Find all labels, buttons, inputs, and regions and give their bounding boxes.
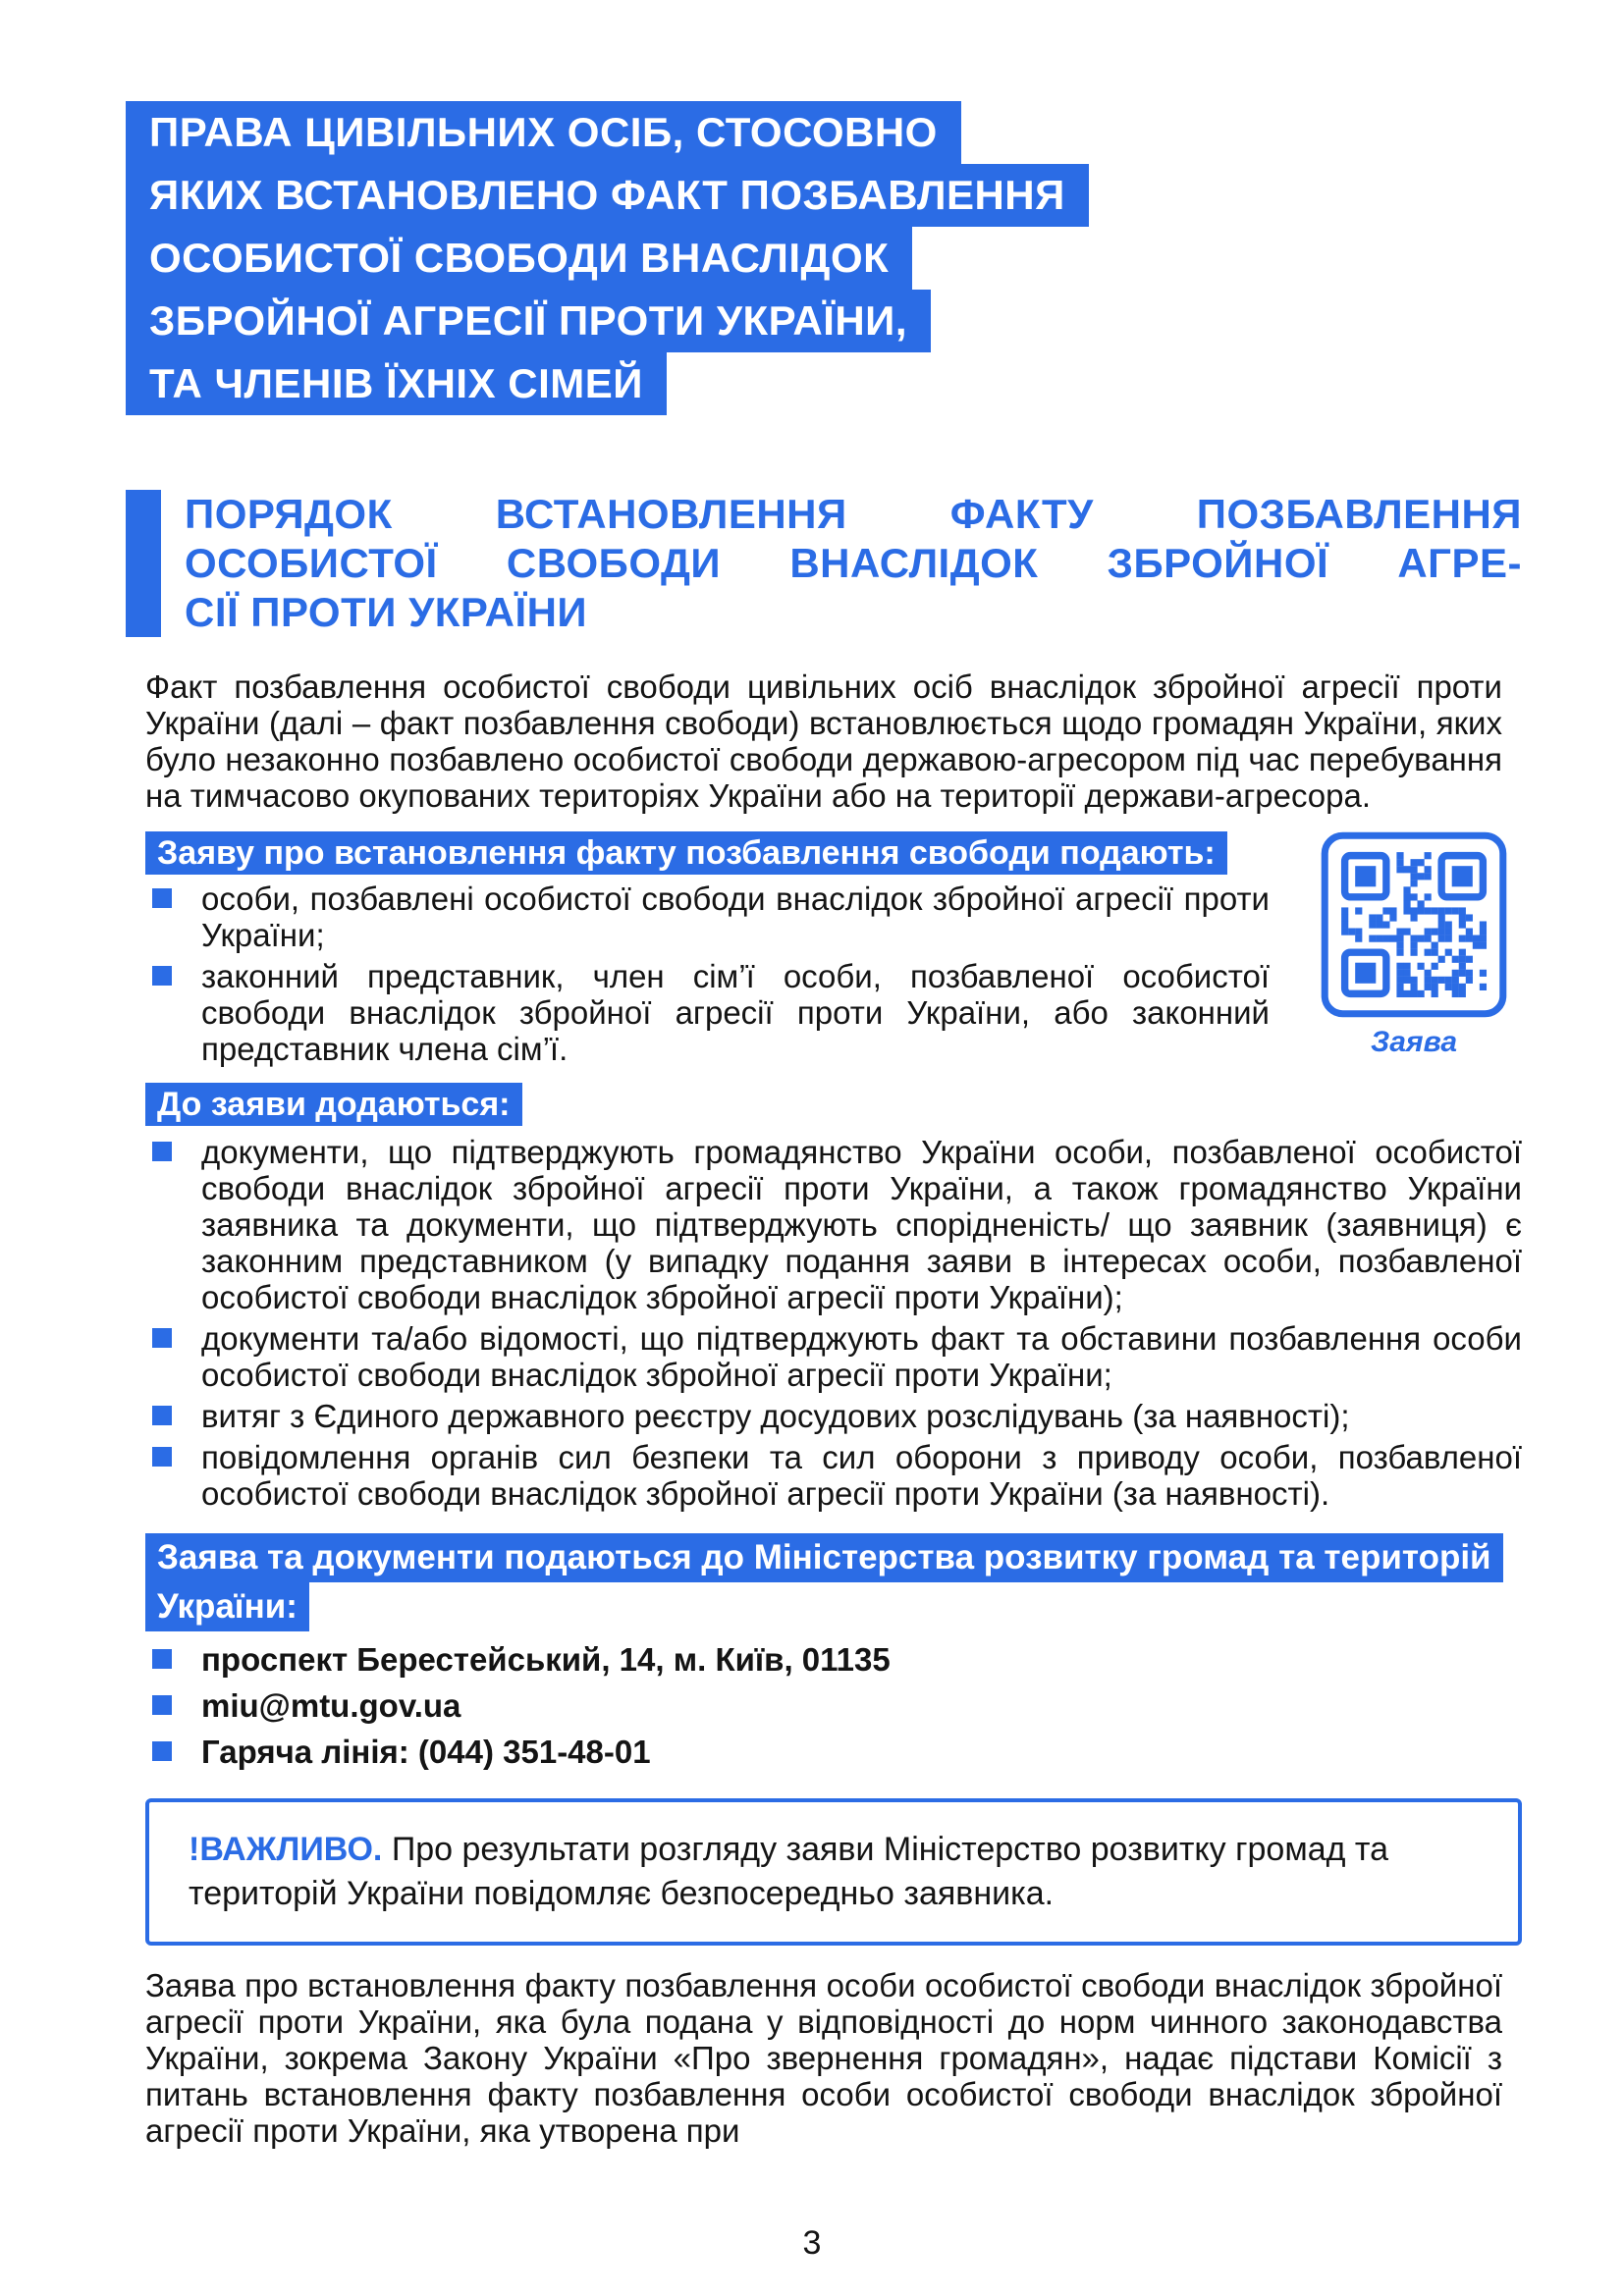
ministry-heading-line: Заява та документи подаються до Міністерства розвитку громад та територій [145, 1533, 1503, 1582]
intro-paragraph: Факт позбавлення особистої свободи цивільних осіб внаслідок збройної агресії проти України (далі – факт позбавлення свободи) встановлюється щодо громадян України, яких було незаконно позбавлено особистої свободи державою-агресором під час перебування на тимчасово окупованих територіях України або на території держави-агресора. [145, 668, 1502, 814]
bullet-square-icon [152, 966, 172, 986]
list-item [145, 1685, 1522, 1727]
title-line: ПРАВА ЦИВІЛЬНИХ ОСІБ, СТОСОВНО [126, 101, 961, 164]
heading-accent-bar [126, 490, 161, 637]
title-line: ЗБРОЙНОЇ АГРЕСІЇ ПРОТИ УКРАЇНИ, [126, 290, 931, 352]
ministry-heading-line: України: [145, 1582, 309, 1631]
closing-paragraph: Заява про встановлення факту позбавлення особи особистої свободи внаслідок збройної агресії проти України, яка була подана у відповідності до норм чинного законодавства України, зокрема Закону України «Про звернення громадян», надає підстави Комісії з питань встановлення факту позбавлення особи особистої свободи внаслідок збройної агресії проти України, яка утворена при [145, 1967, 1502, 2149]
list-item [145, 1398, 1522, 1434]
ministry-contact-list [145, 1639, 1522, 1773]
list-item [145, 1439, 1522, 1512]
page-number: 3 [802, 2224, 822, 2262]
list-item-text: повідомлення органів сил безпеки та сил оборони з приводу особи, позбавленої особистої свободи внаслідок збройної агресії проти України (за наявності). [201, 1439, 1522, 1512]
list-item [145, 1732, 1522, 1773]
bullet-square-icon [152, 1741, 172, 1761]
qr-code-svg [1321, 831, 1507, 1018]
bullet-square-icon [152, 1328, 172, 1348]
important-text: Про результати розгляду заяви Міністерство розвитку громад та територій України повідомляє безпосередньо заявника. [189, 1831, 1388, 1912]
list-item [145, 1134, 1522, 1315]
list-item [145, 1320, 1522, 1393]
submit-section [126, 831, 1522, 1067]
submit-heading: Заяву про встановлення факту позбавлення свободи подають: [145, 831, 1227, 875]
hotline-text: Гаряча лінія: (044) 351-48-01 [201, 1734, 651, 1770]
list-item-text: витяг з Єдиного державного реєстру досудових розслідувань (за наявності); [201, 1398, 1350, 1434]
bullet-square-icon [152, 1406, 172, 1425]
list-item-text: документи, що підтверджують громадянство України особи, позбавленої особистої свободи внаслідок збройної агресії проти України, а також громадянство України заявника та документи, що підтверджують спорідненість/ що заявник (заявниця) є законним представником (у випадку подання заяви в інтересах особи, позбавленої особистої свободи внаслідок збройної агресії проти України); [201, 1134, 1522, 1315]
important-label: !ВАЖЛИВО. [189, 1831, 383, 1868]
submit-bullet-list [145, 881, 1270, 1067]
list-item-text: особи, позбавлені особистої свободи внаслідок збройної агресії проти України; [201, 881, 1270, 953]
list-item [145, 958, 1270, 1067]
list-item-text: документи та/або відомості, що підтверджують факт та обставини позбавлення особи особистої свободи внаслідок збройної агресії проти України; [201, 1320, 1522, 1393]
qr-code [1321, 831, 1507, 1018]
title-line: ОСОБИСТОЇ СВОБОДИ ВНАСЛІДОК [126, 227, 912, 290]
attachments-heading: До заяви додаються: [145, 1083, 522, 1126]
list-item [145, 1639, 1522, 1681]
bullet-square-icon [152, 888, 172, 908]
qr-caption: Заява [1370, 1026, 1458, 1058]
list-item [145, 881, 1270, 953]
title-line: ЯКИХ ВСТАНОВЛЕНО ФАКТ ПОЗБАВЛЕННЯ [126, 164, 1089, 227]
address-text: проспект Берестейський, 14, м. Київ, 01135 [201, 1641, 891, 1678]
title-line: ТА ЧЛЕНІВ ЇХНІХ СІМЕЙ [126, 352, 667, 415]
section-heading-line: ПОРЯДОК ВСТАНОВЛЕННЯ ФАКТУ ПОЗБАВЛЕННЯ [185, 491, 1522, 537]
bullet-square-icon [152, 1695, 172, 1715]
bullet-square-icon [152, 1142, 172, 1161]
section-heading [126, 490, 1522, 637]
page-title [126, 101, 1522, 415]
section-heading-line: ОСОБИСТОЇ СВОБОДИ ВНАСЛІДОК ЗБРОЙНОЇ АГРЕ- [185, 540, 1522, 586]
bullet-square-icon [152, 1649, 172, 1669]
bullet-square-icon [152, 1447, 172, 1467]
section-heading-line: СІЇ ПРОТИ УКРАЇНИ [185, 589, 588, 635]
email-text: miu@mtu.gov.ua [201, 1687, 461, 1724]
list-item-text: законний представник, член сім’ї особи, позбавленої особистої свободи внаслідок збройної агресії проти України, або законний представник члена сім’ї. [201, 958, 1270, 1067]
ministry-section [145, 1533, 1522, 1631]
attachments-bullet-list [145, 1134, 1522, 1512]
important-notice-box [145, 1798, 1522, 1946]
